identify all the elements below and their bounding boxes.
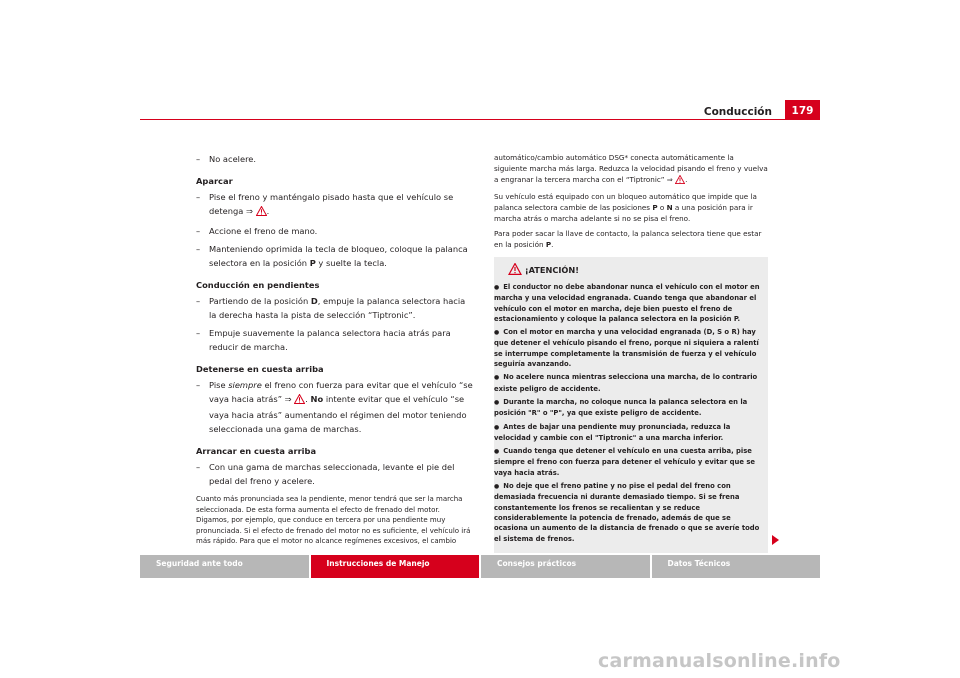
heading-arrancar: Arrancar en cuesta arriba [196,446,317,456]
tab-instrucciones[interactable]: Instrucciones de Manejo [311,555,482,578]
warning-item: ● No acelere nunca mientras selecciona una marcha, de lo contrario existe peligro de accidente. [494,372,762,394]
step-reducir-marcha: – Empuje suavemente la palanca selectora hacia atrás para reducir de marcha. [196,326,474,354]
warning-item: ● Antes de bajar una pendiente muy pronunciada, reduzca la velocidad y cambie con el "Tiptronic" a una marcha inferior. [494,422,762,444]
warning-triangle-icon [294,394,305,408]
next-page-arrow-icon[interactable] [772,535,779,545]
tab-consejos[interactable]: Consejos prácticos [481,555,652,578]
step-partiendo-d: – Partiendo de la posición D, empuje la palanca selectora hacia la derecha hasta la pista de selección “Tiptronic”. [196,294,474,322]
warning-item: ● Con el motor en marcha y una velocidad engranada (D, S o R) hay que detener el vehículo pisando el freno, porque ni siquiera a ralentí se interrumpe completamente la transmisión de fuerza y el vehículo seguiría avanzando. [494,327,762,369]
warning-triangle-icon [508,263,522,278]
warning-item: ● Cuando tenga que detener el vehículo en una cuesta arriba, pise siempre el freno con fuerza para detener el vehículo y evitar que se vaya hacia atrás. [494,446,762,478]
watermark: carmanualsonline.info [598,650,841,672]
heading-aparcar: Aparcar [196,176,233,186]
warning-title: ¡ATENCIÓN! [494,263,762,278]
right-column [494,152,768,553]
warning-box [494,257,768,553]
heading-detenerse: Detenerse en cuesta arriba [196,364,324,374]
paragraph-llave: Para poder sacar la llave de contacto, la palanca selectora tiene que estar en la posición P. [494,229,762,249]
page-number: 179 [785,100,820,120]
warning-triangle-icon [675,175,685,187]
step-pise-freno: – Pise el freno y manténgalo pisado hasta que el vehículo se detenga ⇒ . [196,190,474,220]
paragraph-bloqueo: Su vehículo está equipado con un bloqueo automático que impide que la palanca selectora cambie de las posiciones P o N a una posición para ir marcha atrás o marcha adelante si no se pisa el freno. [494,192,757,223]
heading-pendientes: Conducción en pendientes [196,280,320,290]
tab-datos[interactable]: Datos Técnicos [652,555,821,578]
paragraph-pendiente: Cuanto más pronunciada sea la pendiente, menor tendrá que ser la marcha seleccionada. De esta forma aumenta el efecto de frenado del motor. Digamos, por ejemplo, que conduce en tercera por una pendiente muy pronunciada. Si el efecto de frenado del motor no es suficiente, el vehículo irá más rápido. Para que el motor no alcance regímenes excesivos, el cambio [196,495,471,546]
header-rule [140,119,820,120]
left-column [196,152,474,547]
step-no-acelere: – No acelere. [196,152,474,166]
header-title: Conducción [703,106,772,118]
step-tecla-bloqueo: – Manteniendo oprimida la tecla de bloqueo, coloque la palanca selectora en la posición P y suelte la tecla. [196,242,474,270]
warning-item: ● No deje que el freno patine y no pise el pedal del freno con demasiada frecuencia ni durante demasiado tiempo. Si se frena constantemente los frenos se recalientan y se reduce considerablemente la potencia de frenado, además de que se ocasiona un aumento de la distancia de frenado o que se averíe todo el sistema de frenos. [494,481,762,544]
warning-triangle-icon [256,206,267,220]
warning-item: ● El conductor no debe abandonar nunca el vehículo con el motor en marcha y una velocidad engranada. Cuando tenga que abandonar el vehículo con el motor en marcha, deje bien puesto el freno de estacionamiento y coloque la palanca selectora en la posición P. [494,282,762,324]
step-freno-mano: – Accione el freno de mano. [196,224,474,238]
tab-seguridad[interactable]: Seguridad ante todo [140,555,311,578]
step-pise-siempre: – Pise siempre el freno con fuerza para evitar que el vehículo “se vaya hacia atrás” ⇒ . No intente evitar que el vehículo “se vaya hacia atrás” aumentando el régimen del motor teniendo seleccionada una gama de marchas. [196,378,474,436]
footer-nav [140,555,820,578]
step-levante-pie: – Con una gama de marchas seleccionada, levante el pie del pedal del freno y acelere. [196,460,474,488]
warning-item: ● Durante la marcha, no coloque nunca la palanca selectora en la posición "R" o "P", ya que existe peligro de accidente. [494,397,762,419]
paragraph-dsg: automático/cambio automático DSG* conecta automáticamente la siguiente marcha más larga. Reduzca la velocidad pisando el freno y vuelva a engranar la tercera marcha con el “Tiptronic” ⇒ . [494,152,768,187]
